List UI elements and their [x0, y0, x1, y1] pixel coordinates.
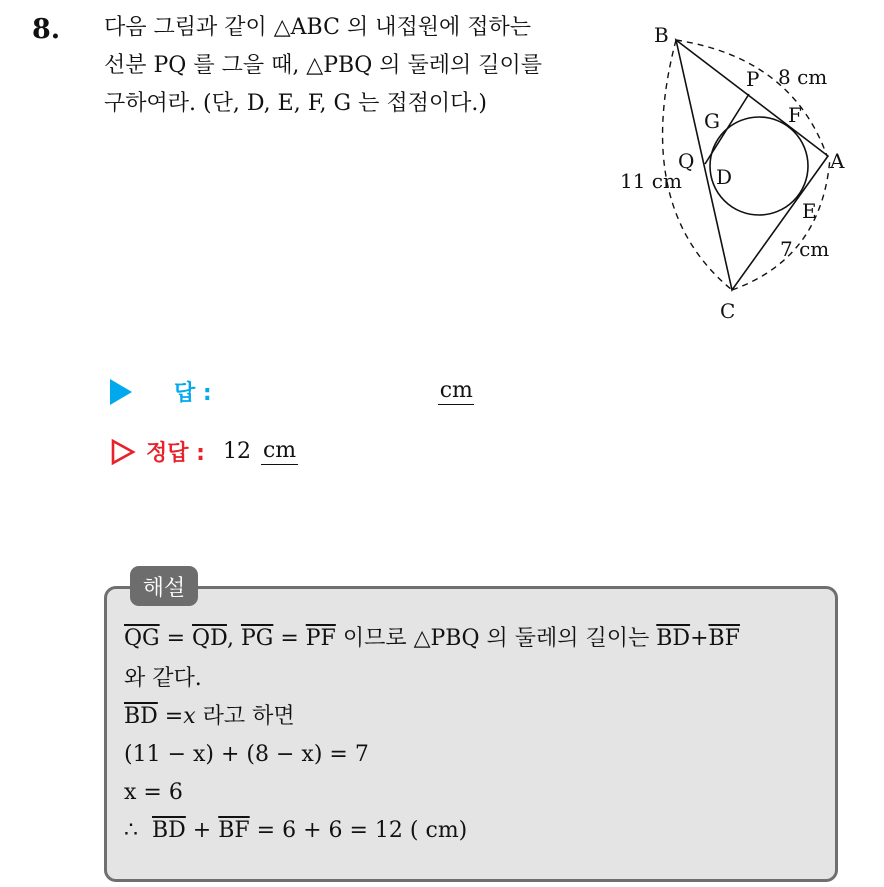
label-len-BA: 8 cm — [778, 65, 828, 89]
answer-input-unit[interactable]: cm — [439, 378, 473, 403]
label-len-BC: 11 cm — [620, 169, 682, 193]
solution-line-6: ∴ $\overline{BD} + \overline{BF} = 6 + 6 = 12$ ( cm) — [124, 818, 468, 843]
seg-QD: $\overline{QD}$ — [192, 626, 227, 651]
solution-text-1: 이므로 △PBQ 의 둘레의 길이는 — [342, 626, 650, 651]
correct-answer-unit: cm — [262, 438, 297, 463]
solution-line-3: $\overline{BD} =x$ 라고 하면 — [124, 704, 295, 729]
outline-triangle-icon — [110, 438, 136, 466]
label-B: B — [654, 23, 669, 47]
seg-QG: $\overline{QG}$ — [124, 626, 160, 651]
label-F: F — [788, 103, 802, 127]
label-D: D — [716, 165, 733, 189]
question-line-1: 다음 그림과 같이 △ABC 의 내접원에 접하는 — [104, 15, 531, 40]
label-len-CA: 7 cm — [780, 237, 830, 261]
seg-BD-2: $\overline{BD}$ — [124, 704, 158, 729]
label-P: P — [746, 67, 760, 91]
question-line-2: 선분 PQ 를 그을 때, △PBQ 의 둘레의 길이를 — [104, 53, 542, 78]
label-A: A — [830, 149, 845, 173]
seg-PF: $\overline{PF}$ — [305, 626, 336, 651]
play-triangle-icon — [110, 379, 132, 405]
var-x: x — [183, 704, 196, 729]
question-line-3: 구하여라. (단, D, E, F, G 는 접점이다.) — [104, 91, 487, 116]
solution-line-4: (11 − x) + (8 − x) = 7 — [124, 742, 369, 767]
solution-result: = 6 + 6 = 12 ( cm) — [256, 818, 468, 843]
seg-BF: $\overline{BF}$ — [708, 626, 740, 651]
correct-answer-label: 정답 : — [146, 441, 205, 466]
solution-tab: 해설 — [130, 566, 198, 606]
label-E: E — [802, 199, 817, 223]
seg-BF-2: $\overline{BF}$ — [218, 818, 250, 843]
answer-row — [110, 376, 474, 407]
seg-BD-3: $\overline{BD}$ — [152, 818, 186, 843]
correct-answer-value: 12 — [222, 439, 251, 464]
seg-BD: $\overline{BD}$ — [656, 626, 691, 651]
correct-answer-row — [110, 436, 298, 467]
solution-text-3: 라고 하면 — [202, 704, 295, 729]
solution-line-2: 와 같다. — [124, 666, 202, 691]
label-C: C — [720, 299, 736, 323]
question-number: 8. — [32, 14, 61, 45]
seg-PG: $\overline{PG}$ — [240, 626, 274, 651]
label-Q: Q — [678, 149, 695, 173]
solution-line-5: x = 6 — [124, 780, 183, 805]
therefore-symbol: ∴ — [124, 818, 138, 843]
triangle-incircle-figure — [612, 18, 852, 328]
label-G: G — [704, 109, 720, 133]
answer-label: 답 : — [174, 381, 212, 406]
solution-line-1: $\overline{QG} = \overline{QD}$, $\overline{PG} = \overline{PF}$ 이므로 △PBQ 의 둘레의 길이는 $\overline{BD}+\overline{BF}$ — [124, 626, 740, 651]
